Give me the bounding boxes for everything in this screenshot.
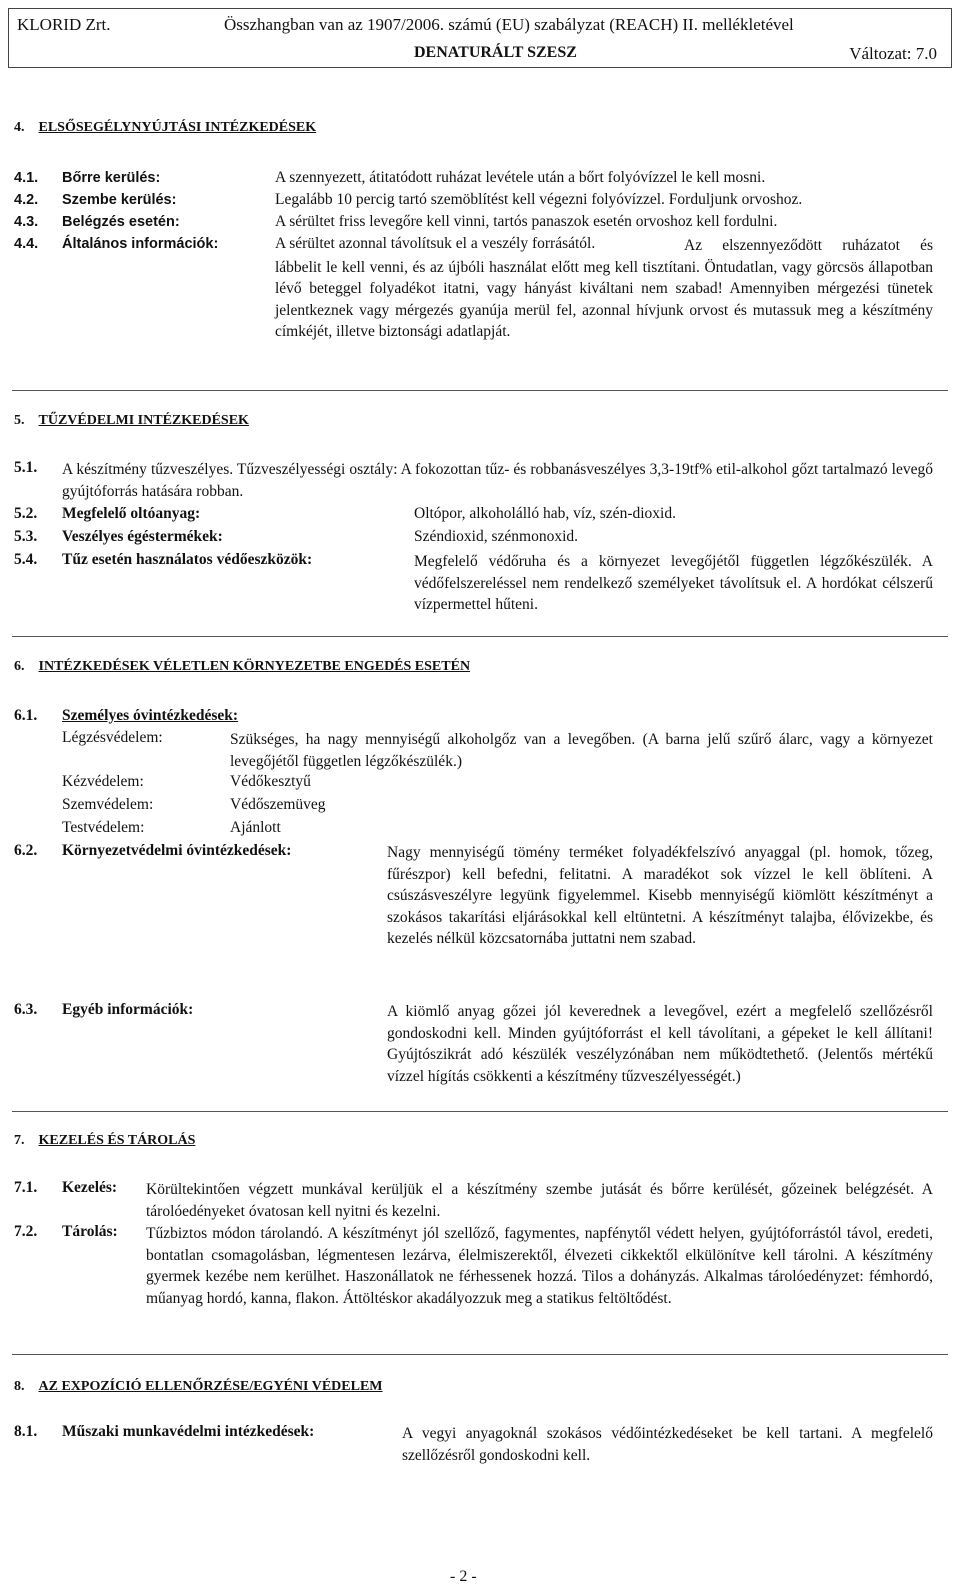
item-4-2-text: Legalább 10 percig tartó szemöblítést kell végezni folyóvízzel. Forduljunk orvoshoz.: [275, 191, 803, 208]
item-6-3-label: Egyéb információk:: [62, 1001, 194, 1018]
item-6-1-label: Személyes óvintézkedések:: [62, 707, 239, 724]
item-7-1-label: Kezelés:: [62, 1179, 118, 1196]
item-5-2-text: Oltópor, alkoholálló hab, víz, szén-dioxid.: [414, 505, 676, 522]
item-5-2-label: Megfelelő oltóanyag:: [62, 505, 201, 522]
section-8-title: 8. AZ EXPOZÍCIÓ ELLENŐRZÉSE/EGYÉNI VÉDELEM: [14, 1379, 383, 1394]
section-7-title: 7. KEZELÉS ÉS TÁROLÁS: [14, 1133, 196, 1148]
item-8-1-num: 8.1.: [14, 1423, 38, 1440]
item-4-4-num: 4.4.: [14, 236, 39, 252]
divider: [12, 1354, 948, 1355]
ppe-key-body: Testvédelem:: [62, 819, 145, 836]
ppe-value-body: Ajánlott: [230, 819, 281, 836]
item-5-3-num: 5.3.: [14, 528, 38, 545]
item-4-1-num: 4.1.: [14, 170, 39, 186]
item-7-1-text: Körültekintően végzett munkával kerüljük el a készítmény szembe jutását és bőrre kerülését, gőzeinek belégzését. A tárolóedényeket óvatosan kell nyitni és kezelni.: [146, 1181, 933, 1220]
ppe-value-respiratory: Szükséges, ha nagy mennyiségű alkoholgőz van a levegőben. (A barna jelű szűrő álarc, vagy a környezet levegőjétől független légzőkészülék.): [230, 731, 933, 770]
company-name: KLORID Zrt.: [17, 15, 111, 34]
ppe-value-eye: Védőszemüveg: [230, 796, 326, 813]
item-4-3-text: A sérültet friss levegőre kell vinni, tartós panaszok esetén orvoshoz kell fordulni.: [275, 213, 778, 230]
item-6-2-label: Környezetvédelmi óvintézkedések:: [62, 842, 292, 859]
section-5-title: 5. TŰZVÉDELMI INTÉZKEDÉSEK: [14, 413, 249, 428]
page-number: - 2 -: [450, 1568, 477, 1585]
item-7-2-num: 7.2.: [14, 1223, 38, 1240]
item-5-4-text: Megfelelő védőruha és a környezet levegőjétől független légzőkészülék. A védőfelszereléssel nem rendelkező személyeket távolítsuk el. A hordókat célszerű vízpermettel hűteni.: [414, 553, 933, 613]
item-7-1-num: 7.1.: [14, 1179, 38, 1196]
item-4-4-text: Az elszennyeződött ruházatot és lábbelit le kell venni, és az újbóli használat előtt meg kell tisztítani. Öntudatlan, vagy görcsös állapotban lévő beteggel folyadékot itatni, vagy hányást kiváltani nem szabad! Amennyiben mérgezési tünetek jelentkeznek vagy mérgezés gyanúja merül fel, azonnal hívjunk orvost és mutassuk meg a készítmény címkéjét, illetve biztonsági adatlapját.: [275, 237, 933, 340]
item-6-2-num: 6.2.: [14, 842, 38, 859]
item-5-1-num: 5.1.: [14, 459, 38, 476]
item-5-3-label: Veszélyes égéstermékek:: [62, 528, 223, 545]
item-6-3-num: 6.3.: [14, 1001, 38, 1018]
section-4-title: 4. ELSŐSEGÉLYNYÚJTÁSI INTÉZKEDÉSEK: [14, 120, 317, 135]
divider: [12, 636, 948, 637]
item-4-4-line1: A sérültet azonnal távolítsuk el a veszély forrásától.: [275, 235, 596, 252]
page-header: [8, 8, 952, 68]
divider: [12, 1111, 948, 1112]
item-4-3-num: 4.3.: [14, 214, 39, 230]
ppe-key-eye: Szemvédelem:: [62, 796, 154, 813]
regulation-note: Összhangban van az 1907/2006. számú (EU) szabályzat (REACH) II. mellékletével: [224, 15, 794, 34]
item-4-1-label: Bőrre kerülés:: [62, 170, 161, 186]
item-8-1-label: Műszaki munkavédelmi intézkedések:: [62, 1423, 315, 1440]
item-5-4-label: Tűz esetén használatos védőeszközök:: [62, 551, 313, 568]
item-5-4-num: 5.4.: [14, 551, 38, 568]
divider: [12, 390, 948, 391]
ppe-key-respiratory: Légzésvédelem:: [62, 729, 163, 746]
item-5-1-text: A készítmény tűzveszélyes. Tűzveszélyességi osztály: A fokozottan tűz- és robbanásveszélyes 3,3-19tf% etil-alkohol gőzt tartalmazó levegő gyújtóforrás hatására robban.: [62, 461, 933, 500]
item-7-2-label: Tárolás:: [62, 1223, 118, 1240]
product-name: DENATURÁLT SZESZ: [414, 44, 577, 61]
item-5-3-text: Széndioxid, szénmonoxid.: [414, 528, 579, 545]
item-4-4-label: Általános információk:: [62, 236, 219, 252]
item-8-1-text: A vegyi anyagoknál szokásos védőintézkedéseket be kell tartani. A megfelelő szellőzésről gondoskodni kell.: [402, 1425, 933, 1464]
ppe-key-hand: Kézvédelem:: [62, 773, 144, 790]
item-4-1-text: A szennyezett, átitatódott ruházat levétele után a bőrt folyóvízzel le kell mosni.: [275, 169, 766, 186]
item-4-2-label: Szembe kerülés:: [62, 192, 177, 208]
item-7-2-text: Tűzbiztos módon tárolandó. A készítményt jól szellőző, fagymentes, napfénytől védett helyen, gyújtóforrástól távol, eredeti, bontatlan csomagolásban, légmentesen lezárva, élelmiszerektől, élvezeti cikkektől elkülönítve kell tárolni. A készítmény gyermek kezébe nem kerülhet. Haszonállatok ne férhessenek hozzá. Tilos a dohányzás. Alkalmas tárolóedényzet: fémhordó, műanyag hordó, kanna, flakon. Áttöltéskor akadályozzuk meg a statikus feltöltődést.: [146, 1225, 933, 1307]
ppe-value-hand: Védőkesztyű: [230, 773, 311, 790]
version-label: Változat: 7.0: [849, 44, 937, 63]
item-5-2-num: 5.2.: [14, 505, 38, 522]
item-6-1-num: 6.1.: [14, 707, 38, 724]
item-6-3-text: A kiömlő anyag gőzei jól keverednek a levegővel, ezért a megfelelő szellőzésről gondoskodni kell. Minden gyújtóforrást el kell távolítani, a gépeket le kell állítani! Gyújtószikrát adó készülék veszélyzónában nem működtethető. (Jelentős mértékű vízzel hígítás csökkenti a készítmény tűzveszélyességét.): [387, 1003, 933, 1085]
item-4-3-label: Belégzés esetén:: [62, 214, 180, 230]
item-6-2-text: Nagy mennyiségű tömény terméket folyadékfelszívó anyaggal (pl. homok, tőzeg, fűrészpor) kell befedni, felitatni. A maradékot sok vízzel le kell öblíteni. A csúszásveszélyre legyünk figyelemmel. Kisebb mennyiségű kiömlött készítményt a szokásos takarítási eljárásokkal kell eltüntetni. A készítményt talajba, élővizekbe, és kezelés nélkül közcsatornába juttatni nem szabad.: [387, 844, 933, 947]
section-6-title: 6. INTÉZKEDÉSEK VÉLETLEN KÖRNYEZETBE ENGEDÉS ESETÉN: [14, 659, 471, 674]
item-4-2-num: 4.2.: [14, 192, 39, 208]
